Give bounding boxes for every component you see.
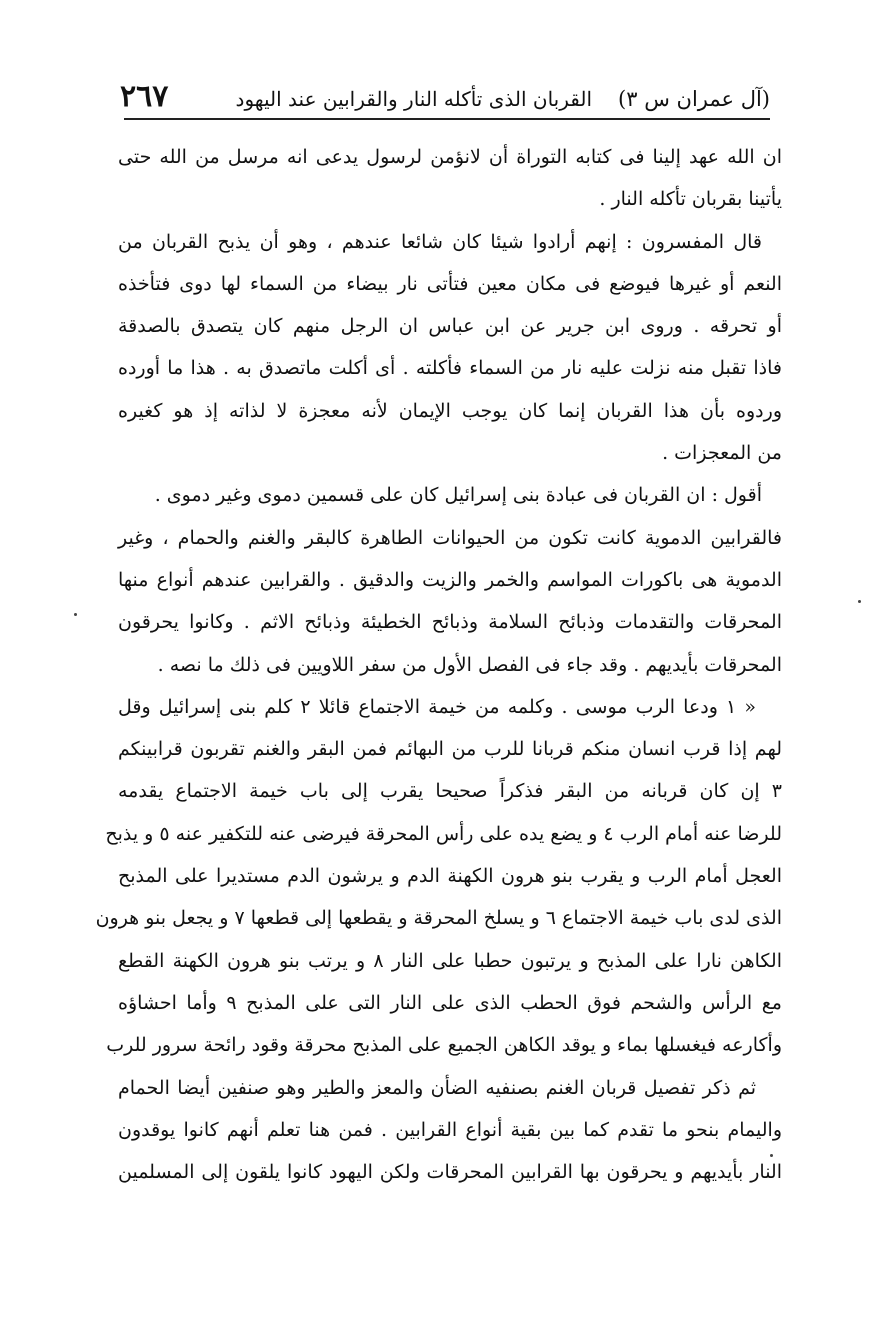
text-line: الذى لدى باب خيمة الاجتماع ٦ و يسلخ المحرقة و يقطعها إلى قطعها ٧ و يجعل بنو هرون xyxy=(95,907,782,930)
text-line: النار بأيديهم و يحرقون بها القرابين المحرقات ولكن اليهود كانوا يلقون إلى المسلمين xyxy=(118,1161,782,1184)
text-line: ثم ذكر تفصيل قربان الغنم بصنفيه الضأن والمعز والطير وهو صنفين أيضا الحمام xyxy=(118,1076,756,1099)
header-left-group xyxy=(236,84,770,114)
text-line: قال المفسرون : إنهم أرادوا شيئا كان شائعا عندهم ، وهو أن يذبح القربان من xyxy=(118,230,762,253)
text-line: المحرقات والتقدمات وذبائح السلامة وذبائح الخطيئة وذبائح الاثم . وكانوا يحرقون xyxy=(118,611,782,634)
text-line: المحرقات بأيديهم . وقد جاء فى الفصل الأول من سفر اللاويين فى ذلك ما نصه . xyxy=(157,653,782,676)
text-line: الكاهن نارا على المذبح و يرتبون حطبا على النار ٨ و يرتب بنو هرون الكهنة القطع xyxy=(118,949,782,972)
text-line: يأتينا بقربان تأكله النار . xyxy=(599,188,782,211)
text-line: ٣ إن كان قربانه من البقر فذكراً صحيحا يقرب إلى باب خيمة الاجتماع يقدمه xyxy=(118,780,782,803)
text-line: العجل أمام الرب و يقرب بنو هرون الكهنة الدم و يرشون الدم مستديرا على المذبح xyxy=(118,865,782,888)
text-line: وأكارعه فيغسلها بماء و يوقد الكاهن الجميع على المذبح محرقة وقود رائحة سرور للرب xyxy=(106,1034,782,1057)
page-header xyxy=(120,70,770,114)
text-line: الدموية هى باكورات المواسم والخمر والزيت والدقيق . والقرابين عندهم أنواع منها xyxy=(118,568,782,591)
text-line: واليمام بنحو ما تقدم كما بين بقية أنواع القرابين . فمن هنا تعلم أنهم كانوا يوقدون xyxy=(118,1118,782,1141)
margin-speck xyxy=(858,600,861,603)
text-line: مع الرأس والشحم فوق الحطب الذى على النار التى على المذبح ٩ وأما احشاؤه xyxy=(118,991,782,1014)
text-line: فالقرابين الدموية كانت تكون من الحيوانات الطاهرة كالبقر والغنم والحمام ، وغير xyxy=(118,526,782,549)
header-title: القربان الذى تأكله النار والقرابين عند اليهود xyxy=(235,87,593,111)
text-line: أقول : ان القربان فى عبادة بنى إسرائيل كان على قسمين دموى وغير دموى . xyxy=(154,484,762,507)
body-text xyxy=(95,136,782,1193)
text-line: فاذا تقبل منه نزلت عليه نار من السماء فأكلته . أى أكلت ماتصدق به . هذا ما أورده xyxy=(118,357,782,380)
header-surah-reference: (آل عمران س ٣) xyxy=(618,87,770,111)
text-line: ان الله عهد إلينا فى كتابه التوراة أن لانؤمن لرسول يدعى انه مرسل من الله حتى xyxy=(118,146,782,168)
margin-speck xyxy=(74,613,77,616)
text-line: أو تحرقه . وروى ابن جرير عن ابن عباس ان الرجل منهم كان يتصدق بالصدقة xyxy=(118,315,782,338)
text-line: للرضا عنه أمام الرب ٤ و يضع يده على رأس المحرقة فيرضى عنه للتكفير عنه ٥ و يذبح xyxy=(105,822,782,845)
text-line: « ١ ودعا الرب موسى . وكلمه من خيمة الاجتماع قائلا ٢ كلم بنى إسرائيل وقل xyxy=(118,695,757,718)
text-line: من المعجزات . xyxy=(662,442,782,465)
header-rule xyxy=(124,118,770,120)
page-number: ٢٦٧ xyxy=(120,79,169,114)
margin-speck xyxy=(770,1154,773,1157)
text-line: وردوه بأن هذا القربان إنما كان يوجب الإيمان لأنه معجزة لا لذاته إذ هو كغيره xyxy=(118,399,782,422)
text-line: لهم إذا قرب انسان منكم قربانا للرب من البهائم فمن البقر والغنم تقربون قرابينكم xyxy=(118,738,782,761)
text-line: النعم أو غيرها فيوضع فى مكان معين فتأتى نار بيضاء من السماء لها دوى فتأخذه xyxy=(118,272,782,295)
